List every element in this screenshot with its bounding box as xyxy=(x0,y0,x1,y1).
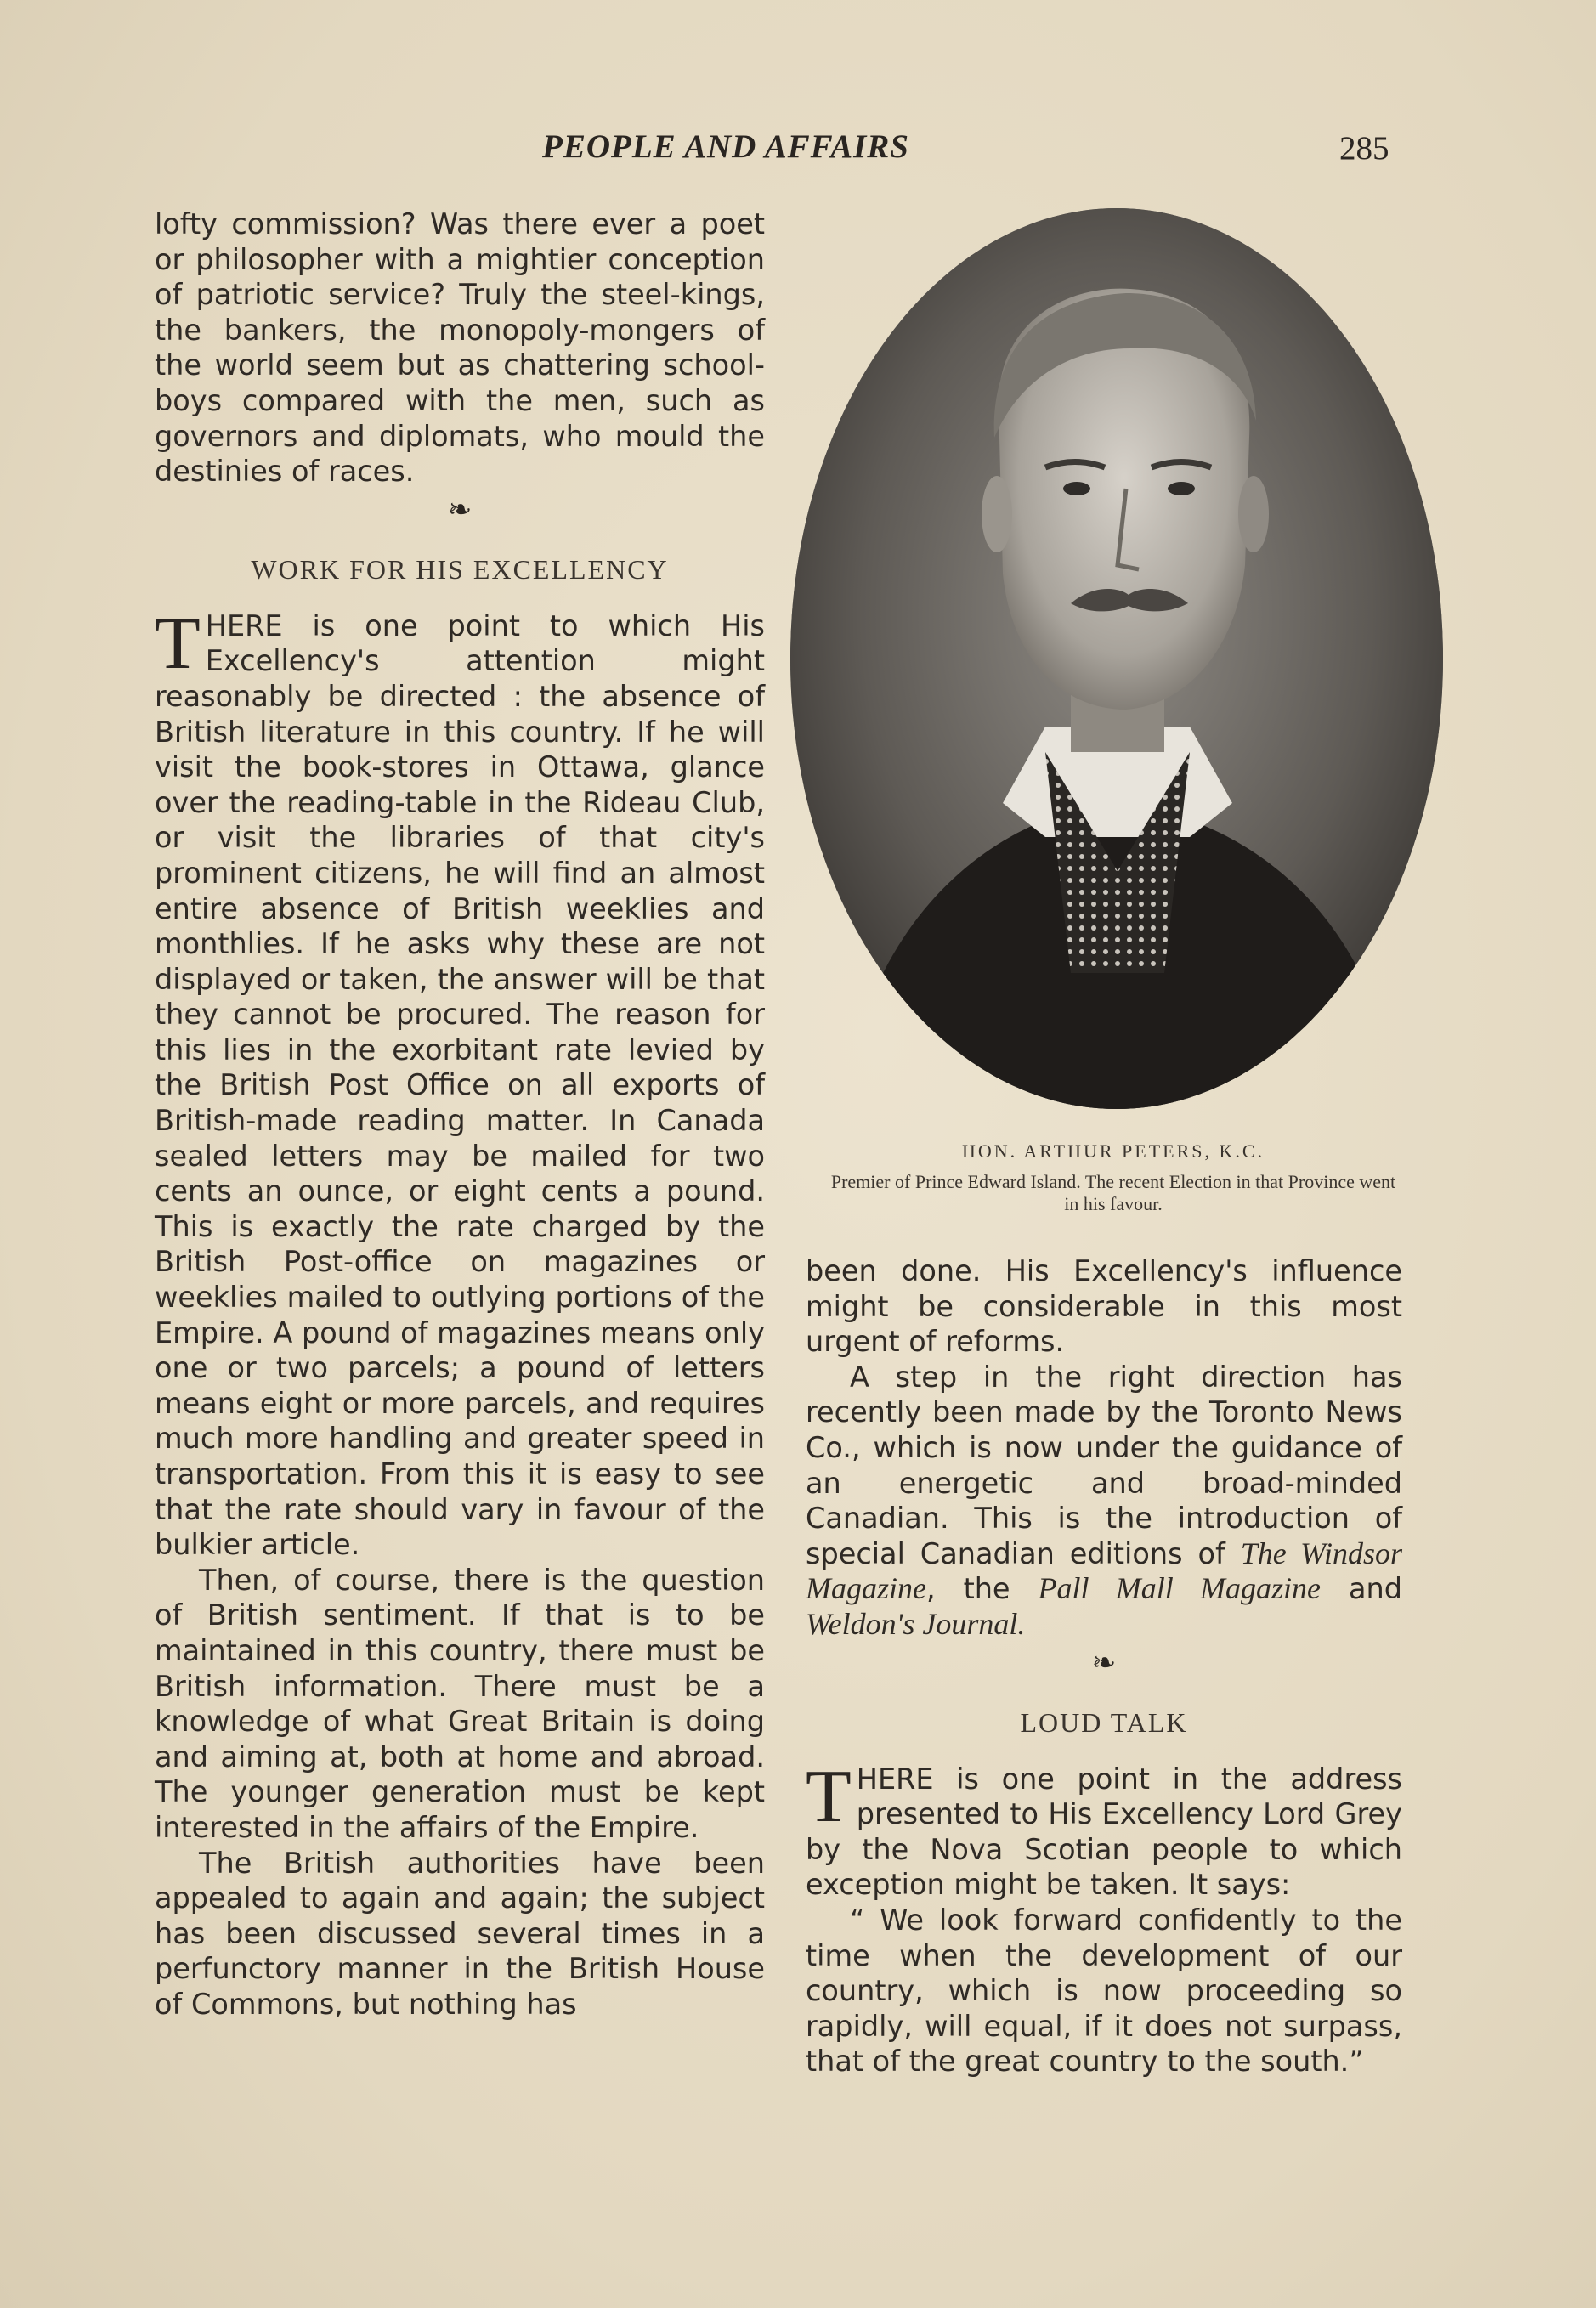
work-paragraph-2: Then, of course, there is the question of British sentiment. If that is to be maintained in this country, there must be British information. There must be a knowledge of what Great Britain is doing and aiming at, both at home and abroad. The younger generation must be kept interested in the affairs of the Empire. xyxy=(155,1563,765,1844)
section-heading-loud-talk: LOUD TALK xyxy=(1020,1706,1188,1738)
loud-talk-paragraph-1 xyxy=(806,1755,1402,1903)
work-paragraph-1 xyxy=(155,602,765,1563)
continued-paragraph: been done. His Excellency's influence might be considerable in this most urgent of reforms. xyxy=(806,1254,1402,1359)
step-paragraph xyxy=(806,1360,1402,1643)
portrait-photo xyxy=(790,208,1443,1109)
loud-talk-quote: “ We look forward confidently to the time when the development of our country, which is now proceeding so rapidly, will equal, if it does not surpass, that of the great country to the south.” xyxy=(806,1903,1402,2079)
separator-text: , the xyxy=(925,1572,1010,1606)
left-column xyxy=(155,206,765,2022)
drop-cap: T xyxy=(806,1755,852,1838)
caption-description: Premier of Prince Edward Island. The recent Election in that Province went in his favour. xyxy=(830,1171,1396,1214)
step-paragraph-text: A step in the right direction has recently been made by the Toronto News Co., which is now under the guidance of an energetic and broad-minded Canadian. This is the introduction of special Canadian editions of xyxy=(806,1360,1402,1570)
magazine-title-windsor: The Windsor Magazine xyxy=(806,1536,1402,1606)
separator-text: and xyxy=(1348,1572,1402,1606)
page-number: 285 xyxy=(1339,130,1389,167)
caption-name: HON. ARTHUR PETERS, K.C. xyxy=(961,1140,1265,1162)
loud-talk-paragraph-1-text: HERE is one point in the address presented to His Excellency Lord Grey by the Nova Scotian people to which exception might be taken. It says: xyxy=(806,1762,1402,1902)
drop-cap: T xyxy=(155,602,201,685)
fleuron-ornament-icon: ❧ xyxy=(1091,1645,1117,1680)
magazine-title-pall-mall: Pall Mall Magazine xyxy=(1038,1571,1322,1606)
portrait-illustration xyxy=(790,208,1443,1109)
portrait-frame xyxy=(790,208,1443,1109)
intro-paragraph: lofty commission? Was there ever a poet or philosopher with a mightier conception of patriotic service? Truly the steel-kings, the bankers, the monopoly-mongers of the world seem but as chattering school-boys compared with the men, such as governors and diplomats, who mould the destinies of races. xyxy=(155,207,765,489)
work-paragraph-3: The British authorities have been appealed to again and again; the subject has been discussed several times in a perfunctory manner in the British House of Commons, but nothing has xyxy=(155,1846,765,2021)
portrait-caption xyxy=(799,1139,1428,1215)
magazine-title-weldons: Weldon's Journal. xyxy=(806,1606,1026,1641)
running-head-title: PEOPLE AND AFFAIRS xyxy=(542,128,909,165)
fleuron-ornament-icon: ❧ xyxy=(447,492,473,527)
right-column xyxy=(806,1253,1402,2079)
running-head xyxy=(0,127,1596,178)
section-heading-work: WORK FOR HIS EXCELLENCY xyxy=(251,553,669,585)
work-paragraph-1-text: HERE is one point to which His Excellency's attention might reasonably be directed : the absence of British literature in this country. If he will visit the book-stores in Ottawa, glance over the reading-table in the Rideau Club, or visit the libraries of that city's prominent citizens, he will find an almost entire absence of British weeklies and monthlies. If he asks why these are not displayed or taken, the answer will be that they cannot be procured. The reason for this lies in the exorbitant rate levied by the British Post Office on all exports of British-made reading matter. In Canada sealed letters may be mailed for two cents an ounce, or eight cents a pound. This is exactly the rate charged by the British Post-office on magazines or weeklies mailed to outlying portions of the Empire. A pound of magazines means only one or two parcels; a pound of letters means eight or more parcels, and requires much more handling and greater speed in transportation. From this it is easy to see that the rate should vary in favour of the bulkier article. xyxy=(155,608,765,1562)
